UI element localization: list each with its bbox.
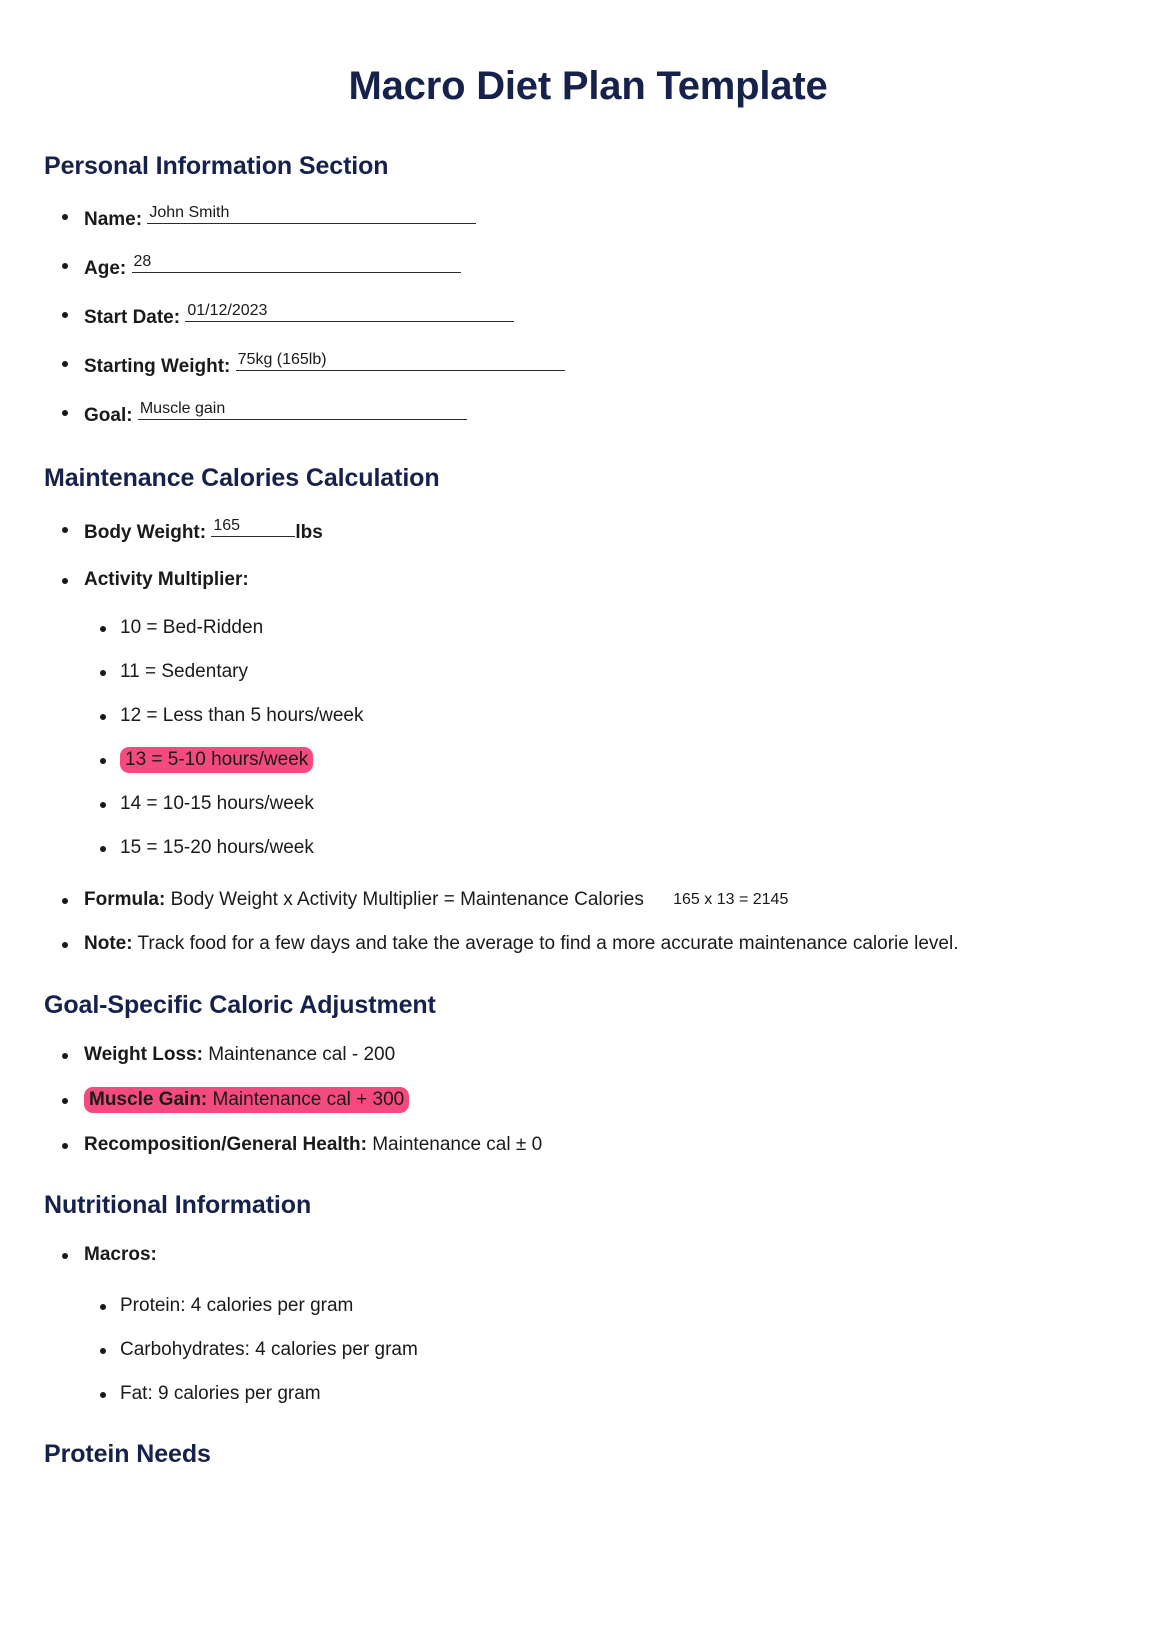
field-value-name[interactable]: John Smith [147,203,476,224]
macro-item-fat-text: Fat: 9 calories per gram [120,1383,321,1404]
formula-text: Body Weight x Activity Multiplier = Maintenance Calories [170,889,644,910]
field-row-starting-weight [0,350,1176,380]
goal-value-weight-loss: Maintenance cal - 200 [208,1044,396,1065]
activity-option-10-text: 10 = Bed-Ridden [120,617,264,638]
page-title: Macro Diet Plan Template [348,64,828,108]
personal-information-list [0,203,1176,429]
activity-option-11[interactable] [0,659,1176,685]
goal-row-weight-loss [0,1042,1176,1068]
macros-label: Macros: [84,1244,157,1265]
section-heading-protein-needs: Protein Needs [44,1440,211,1468]
section-heading-maintenance-calories: Maintenance Calories Calculation [44,464,440,492]
formula-note-list [0,887,1176,957]
field-row-name [0,203,1176,233]
field-label-start-date: Start Date: [84,307,181,328]
goal-row-recomposition [0,1132,1176,1158]
field-label-body-weight: Body Weight: [84,522,207,543]
macros-list [0,1293,1176,1407]
macro-item-protein-text: Protein: 4 calories per gram [120,1295,354,1316]
field-label-age: Age: [84,258,127,279]
activity-option-13-text-highlighted: 13 = 5-10 hours/week [120,747,313,773]
note-row [0,931,1176,957]
note-label: Note: [84,933,133,954]
field-label-starting-weight: Starting Weight: [84,356,231,377]
activity-option-13[interactable] [0,747,1176,773]
activity-multiplier-options [0,615,1176,861]
formula-label: Formula: [84,889,166,910]
activity-option-14[interactable] [0,791,1176,817]
section-heading-personal-information: Personal Information Section [44,152,389,180]
goal-row-muscle-gain-highlighted [84,1087,409,1113]
maintenance-calories-list [0,516,1176,593]
field-label-goal: Goal: [84,405,133,426]
goal-value-recomposition: Maintenance cal ± 0 [372,1134,543,1155]
macro-item-carbohydrates-text: Carbohydrates: 4 calories per gram [120,1339,418,1360]
activity-option-12[interactable] [0,703,1176,729]
macro-item-fat [0,1381,1176,1407]
macro-item-carbohydrates [0,1337,1176,1363]
activity-option-14-text: 14 = 10-15 hours/week [120,793,314,814]
goal-value-muscle-gain: Maintenance cal + 300 [212,1089,405,1110]
field-row-body-weight [0,516,1176,546]
field-label-name: Name: [84,209,143,230]
activity-multiplier-label-row [0,567,1176,593]
formula-row [0,887,1176,913]
macro-item-protein [0,1293,1176,1319]
section-heading-nutritional-information: Nutritional Information [44,1191,312,1219]
section-heading-goal-specific: Goal-Specific Caloric Adjustment [44,991,436,1019]
activity-option-15[interactable] [0,835,1176,861]
field-row-goal [0,399,1176,429]
field-row-start-date [0,301,1176,331]
activity-option-11-text: 11 = Sedentary [120,661,248,682]
activity-option-12-text: 12 = Less than 5 hours/week [120,705,364,726]
macros-label-row [0,1242,1176,1268]
field-value-age[interactable]: 28 [132,252,461,273]
field-row-age [0,252,1176,282]
field-value-goal[interactable]: Muscle gain [138,399,467,420]
formula-calculation: 165 x 13 = 2145 [673,891,789,908]
note-text: Track food for a few days and take the average to find a more accurate maintenance calorie level. [137,933,959,954]
nutritional-information-list [0,1242,1176,1268]
goal-label-weight-loss: Weight Loss: [84,1044,203,1065]
field-value-start-date[interactable]: 01/12/2023 [185,301,514,322]
field-value-body-weight[interactable]: 165 [211,516,295,537]
goal-row-muscle-gain [0,1087,1176,1113]
goal-specific-list [0,1042,1176,1158]
field-units-body-weight: lbs [295,522,323,543]
goal-label-muscle-gain: Muscle Gain: [89,1089,208,1110]
field-value-starting-weight[interactable]: 75kg (165lb) [236,350,565,371]
activity-option-15-text: 15 = 15-20 hours/week [120,837,314,858]
activity-multiplier-label: Activity Multiplier: [84,569,249,590]
goal-label-recomposition: Recomposition/General Health: [84,1134,367,1155]
activity-option-10[interactable] [0,615,1176,641]
